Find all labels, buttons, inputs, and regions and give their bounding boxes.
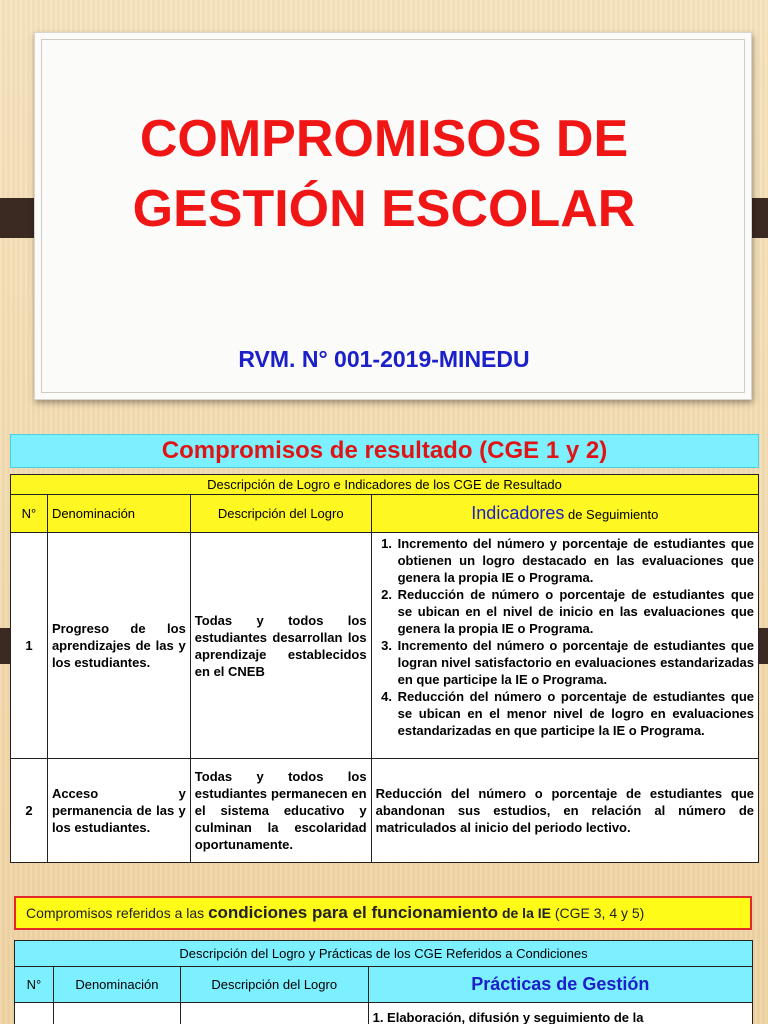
col-header-descripcion: Descripción del Logro <box>190 495 371 533</box>
subtitle: RVM. N° 001-2019-MINEDU <box>238 346 530 372</box>
col-header-num: N° <box>15 967 54 1003</box>
table-row <box>15 1003 753 1024</box>
col-header-num: N° <box>11 495 48 533</box>
results-banner: Compromisos de resultado (CGE 1 y 2) <box>10 434 759 468</box>
seguimiento-label: de Seguimiento <box>564 507 659 522</box>
table-row <box>11 533 759 759</box>
results-table-caption: Descripción de Logro e Indicadores de los CGE de Resultado <box>11 475 759 495</box>
conditions-banner-part3: de la IE <box>498 905 551 921</box>
row-indicador: Reducción del número o porcentaje de estudiantes que abandonan sus estudios, en relación al número de matriculados al inicio del periodo lectivo. <box>371 759 758 863</box>
indicator-item: 4. Reducción del número o porcentaje de estudiantes que se ubican en el menor nivel de logro en evaluaciones estandarizadas en que participe la IE o Programa. <box>396 688 754 739</box>
row-indicadores <box>371 533 758 759</box>
row-descripcion: Todas y todos los estudiantes desarrollan los aprendizaje establecidos en el CNEB <box>190 533 371 759</box>
main-title-line2: GESTIÓN ESCOLAR <box>132 180 636 238</box>
col-header-practicas: Prácticas de Gestión <box>368 967 752 1003</box>
conditions-banner-part1: Compromisos referidos a las <box>26 905 209 921</box>
row-denominacion: Acceso y permanencia de las y los estudiantes. <box>47 759 190 863</box>
row-num <box>15 1003 54 1024</box>
col-header-denominacion: Denominación <box>47 495 190 533</box>
conditions-banner-part4: (CGE 3, 4 y 5) <box>550 905 645 921</box>
conditions-table-caption: Descripción del Logro y Prácticas de los CGE Referidos a Condiciones <box>15 941 753 967</box>
indicadores-label: Indicadores <box>471 503 565 523</box>
row-denominacion: Progreso de los aprendizajes de las y los estudiantes. <box>47 533 190 759</box>
conditions-banner-part2: condiciones para el funcionamiento <box>208 903 499 922</box>
row-denominacion <box>53 1003 180 1024</box>
row-num: 1 <box>11 533 48 759</box>
col-header-denominacion: Denominación <box>53 967 180 1003</box>
col-header-indicadores <box>371 495 758 533</box>
table-row <box>11 759 759 863</box>
indicator-item: 2. Reducción de número o porcentaje de estudiantes que se ubican en el nivel de inicio en las evaluaciones que genera la propia IE o Programa. <box>396 586 754 637</box>
col-header-descripcion: Descripción del Logro <box>180 967 368 1003</box>
main-title-line1: COMPROMISOS DE <box>139 110 629 168</box>
indicator-item: 3. Incremento del número o porcentaje de estudiantes que logran nivel satisfactorio en evaluaciones estandarizadas en que participe la IE o Programa. <box>396 637 754 688</box>
row-descripcion <box>180 1003 368 1024</box>
row-descripcion: Todas y todos los estudiantes permanecen en el sistema educativo y culminan la escolaridad oportunamente. <box>190 759 371 863</box>
conditions-table <box>14 940 753 1024</box>
indicator-item: 1. Incremento del número y porcentaje de estudiantes que obtienen un logro destacado en las evaluaciones que genera la propia IE o Programa. <box>396 535 754 586</box>
results-table <box>10 474 759 863</box>
row-num: 2 <box>11 759 48 863</box>
row-practicas: 1. Elaboración, difusión y seguimiento de la <box>368 1003 752 1024</box>
conditions-banner <box>14 896 752 930</box>
main-title <box>0 104 768 244</box>
